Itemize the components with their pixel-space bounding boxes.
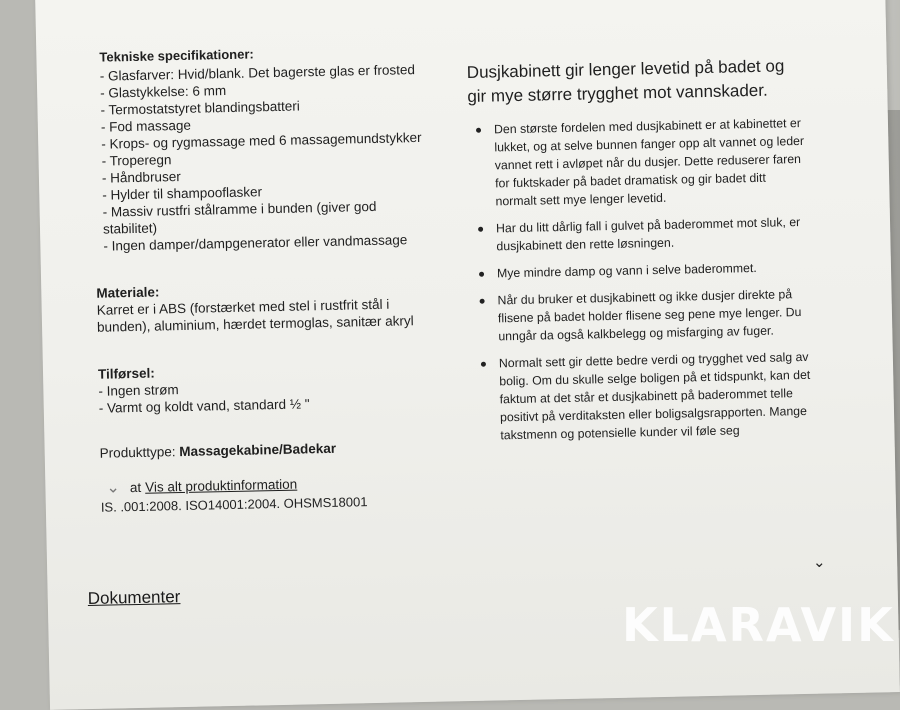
list-item [471,258,811,283]
watermark-logo: KLARAVIK [622,598,895,652]
spec-column [91,41,461,515]
product-type [100,437,460,462]
spec-line: - Fod massage [100,117,192,135]
spec-title: Tekniske specifikationer: [99,46,254,65]
bullet-icon [476,128,481,133]
bullet-icon [479,272,484,277]
spec-line: - Håndbruser [101,168,181,186]
bullet-icon [480,299,485,304]
documents-link[interactable]: Dokumenter [87,587,181,609]
spec-line: - Massiv rustfri stålramme i bunden (giver god [102,198,377,220]
list-item [473,348,815,445]
spec-line: - Krops- og rygmassage med 6 massagemundstykker [101,129,422,152]
list-item [471,285,812,346]
bullet-text: Normalt sett gir dette bedre verdi og trygghet ved salg av bolig. Om du skulle selge boligen på et tidspunkt, kan det faktum at det står et dusjkabinett på baderommet telle positivt på verditaksten eller boligsalgsrapporten. Mange takstmenn og potensielle kunder vil føle seg [498,349,811,443]
spec-line: stabilitet) [102,220,158,237]
benefits-list [468,114,815,445]
list-item [470,213,811,256]
bullet-text: Den største fordelen med dusjkabinett er at kabinettet er lukket, og at selve bunnen fanger opp alt vannet og leder vannet rett i avløpet når du dusjer. Dette reduserer faren for fuktskader på badet dramatisk og gir badet ditt normalt sett mye lenger levetid. [493,115,805,209]
show-all-prefix: at [129,479,142,496]
spec-line: - Ingen damper/dampgenerator eller vandmassage [103,232,408,254]
material-line: bunden), aluminium, hærdet termoglas, sanitær akryl [96,313,414,335]
product-type-label: Produkttype: [99,444,176,461]
bullet-text: Når du bruker et dusjkabinett og ikke dusjer direkte på flisene på badet holder flisene seg pene mye lenger. Du unngår da også kalkbelegg og misfarging av fuger. [497,287,802,344]
supply-line: - Ingen strøm [98,382,179,399]
bullet-text: Har du litt dårlig fall i gulvet på baderommet mot sluk, er dusjkabinett den rette løsningen. [495,215,801,254]
bullet-text: Mye mindre damp og vann i selve baderommet. [496,260,757,281]
supply-title: Tilførsel: [97,365,155,382]
bullet-icon [481,362,486,367]
spec-line: - Glastykkelse: 6 mm [100,83,227,101]
spec-line: - Glasfarver: Hvid/blank. Det bagerste glas er frosted [99,62,416,84]
bullet-icon [478,227,483,232]
list-item [468,114,810,211]
product-type-value: Massagekabine/Badekar [179,440,337,460]
spec-line: - Termostatstyret blandingsbatteri [100,98,300,118]
material-line: Karret er i ABS (forstærket med stel i rustfrit stål i [96,296,390,318]
chevron-down-icon[interactable]: ⌄ [106,479,121,497]
benefits-headline: Dusjkabinett gir lenger levetid på badet og gir mye større trygghet mot vannskader. [466,56,785,106]
iso-certifications: IS. .001:2008. ISO14001:2004. OHSMS18001 [100,494,368,515]
benefits-column [467,54,815,454]
spec-line: - Troperegn [101,152,172,169]
show-all-link[interactable]: Vis alt produktinformation [144,476,298,495]
chevron-down-icon[interactable]: ⌄ [813,554,826,571]
supply-line: - Varmt og koldt vand, standard ½ " [98,396,310,416]
spec-line: - Hylder til shampooflasker [102,184,263,203]
material-title: Materiale: [96,284,160,301]
